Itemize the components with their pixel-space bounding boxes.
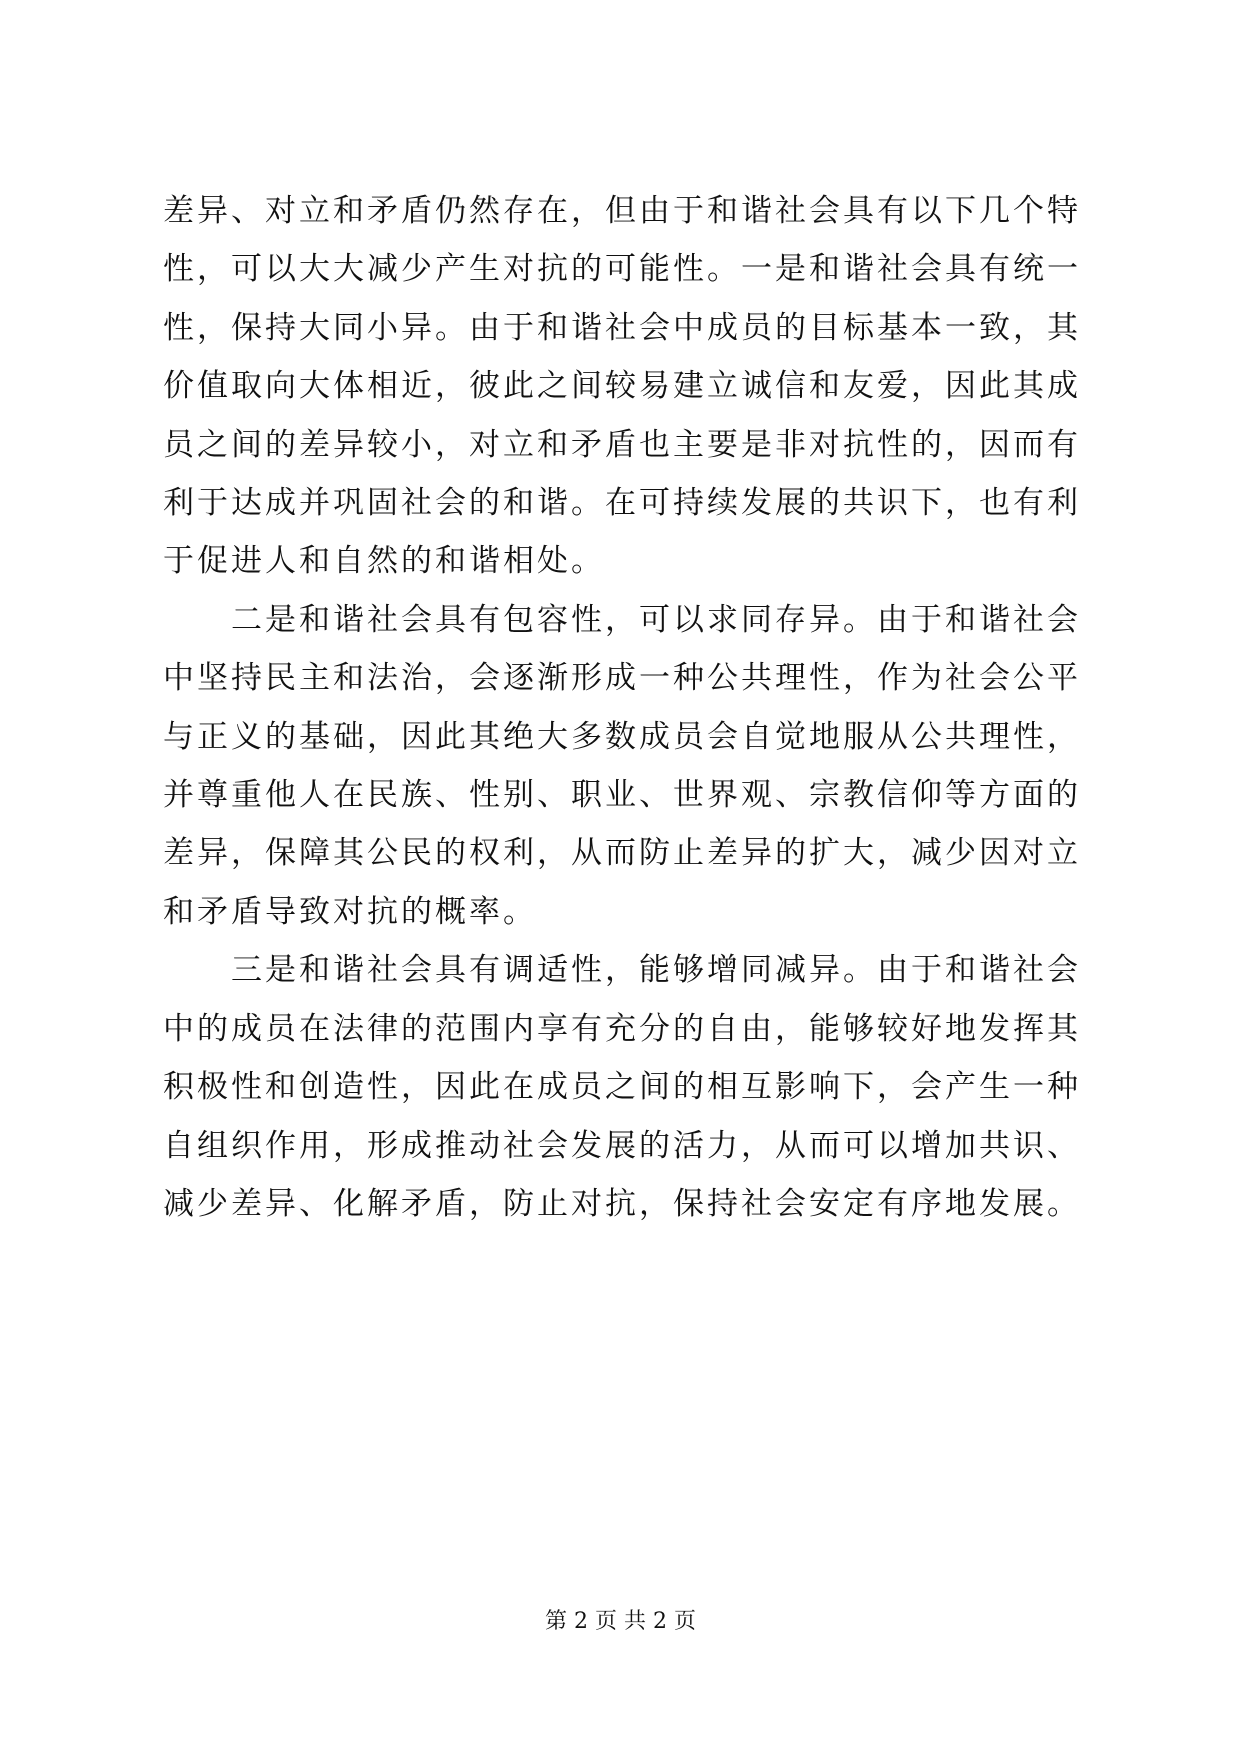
paragraph-3: 三是和谐社会具有调适性，能够增同减异。由于和谐社会中的成员在法律的范围内享有充分的自由，能够较好地发挥其积极性和创造性，因此在成员之间的相互影响下，会产生一种自组织作用，形成推动社会发展的活力，从而可以增加共识、减少差异、化解矛盾，防止对抗，保持社会安定有序地发展。 bbox=[163, 952, 1081, 1222]
page-footer: 第 2 页 共 2 页 bbox=[545, 1609, 696, 1634]
paragraph-1: 差异、对立和矛盾仍然存在，但由于和谐社会具有以下几个特性，可以大大减少产生对抗的可能性。一是和谐社会具有统一性，保持大同小异。由于和谐社会中成员的目标基本一致，其价值取向大体相近，彼此之间较易建立诚信和友爱，因此其成员之间的差异较小，对立和矛盾也主要是非对抗性的，因而有利于达成并巩固社会的和谐。在可持续发展的共识下，也有利于促进人和自然的和谐相处。 bbox=[163, 193, 1081, 580]
document-body bbox=[163, 182, 1081, 1233]
paragraph-2: 二是和谐社会具有包容性，可以求同存异。由于和谐社会中坚持民主和法治，会逐渐形成一种公共理性，作为社会公平与正义的基础，因此其绝大多数成员会自觉地服从公共理性，并尊重他人在民族、性别、职业、世界观、宗教信仰等方面的差异，保障其公民的权利，从而防止差异的扩大，减少因对立和矛盾导致对抗的概率。 bbox=[163, 601, 1081, 930]
